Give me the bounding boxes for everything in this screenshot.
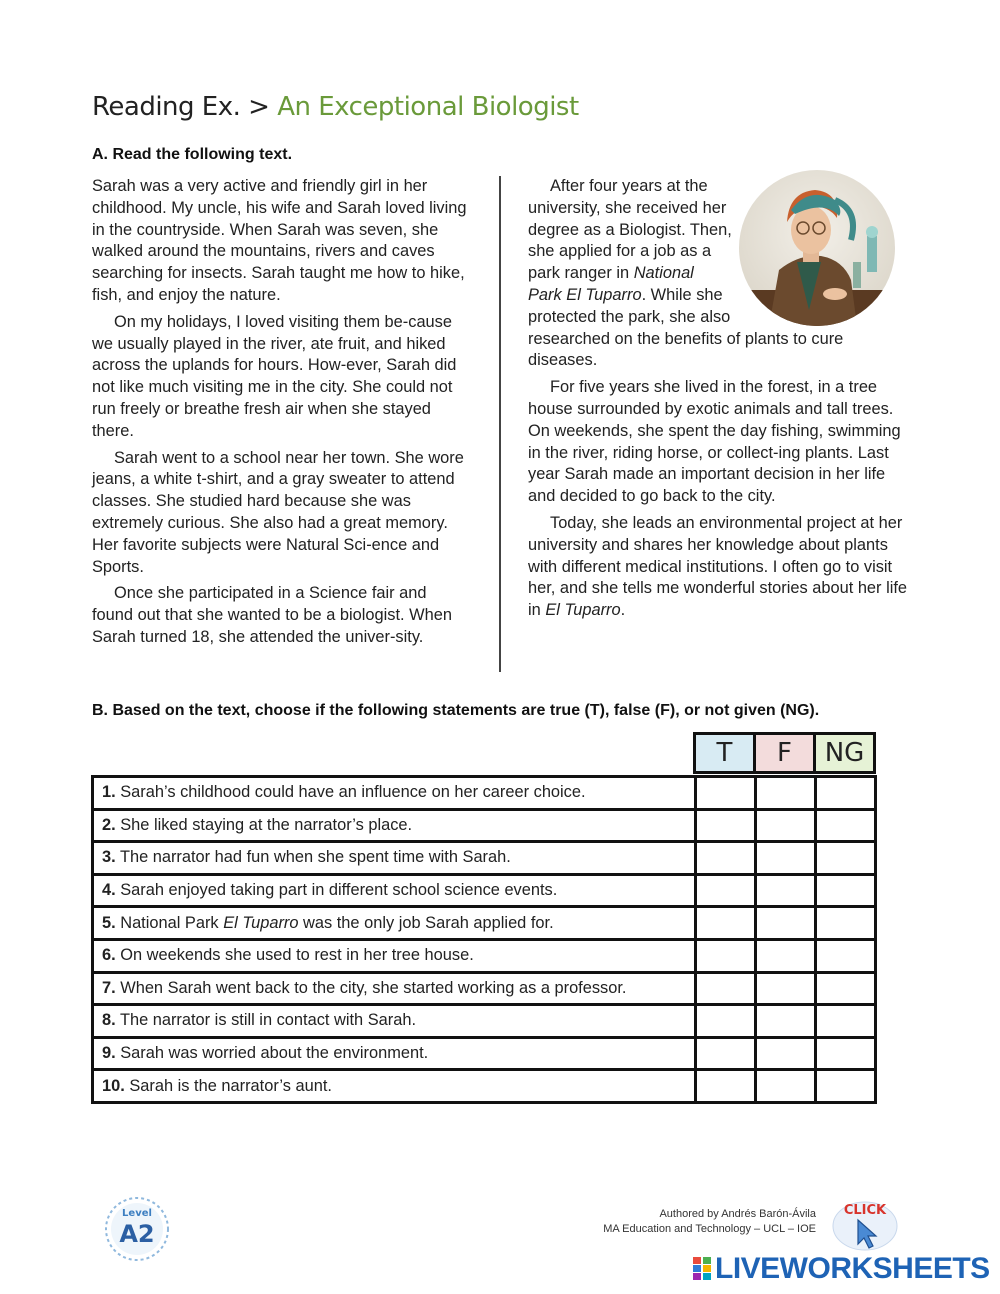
- answer-box-not-given[interactable]: [816, 939, 876, 972]
- answer-box-false[interactable]: [756, 874, 816, 907]
- answer-box-true[interactable]: [696, 1005, 756, 1038]
- title-main: An Exceptional Biologist: [277, 92, 579, 122]
- statement-cell: [93, 809, 696, 842]
- statement-text: was the only job Sarah applied for.: [298, 913, 554, 932]
- answer-box-false[interactable]: [756, 972, 816, 1005]
- answer-box-false[interactable]: [756, 1037, 816, 1070]
- answer-box-false[interactable]: [756, 1005, 816, 1038]
- section-a-instruction: A. Read the following text.: [92, 146, 293, 163]
- reading-paragraph: Sarah was a very active and friendly girl in her childhood. My uncle, his wife and Sarah loved living in the countryside. When Sarah was seven, she walked around the mountains, rivers and caves searching for insects. Sarah taught me how to hike, fish, and enjoy the nature.: [92, 177, 467, 304]
- answer-box-true[interactable]: [696, 777, 756, 810]
- park-name: El Tuparro: [223, 913, 299, 932]
- statement-number: 4.: [102, 881, 116, 900]
- statement-cell: [93, 1070, 696, 1103]
- column-header-false: F: [753, 732, 816, 774]
- statement-text: Sarah was worried about the environment.: [120, 1044, 429, 1063]
- statement-cell: [93, 1037, 696, 1070]
- table-row: [93, 809, 876, 842]
- statement-text: When Sarah went back to the city, she started working as a professor.: [120, 978, 627, 997]
- brand-name: LIVEWORKSHEETS: [715, 1252, 990, 1285]
- title-prefix: Reading Ex. >: [92, 92, 278, 122]
- statements-table: [91, 775, 877, 1104]
- click-logo-icon: [828, 1196, 902, 1252]
- p-text: After four years at the university, she received her degree as a Biologist. Then, she applied for a job as a park ranger in: [528, 177, 732, 283]
- statement-text: Sarah enjoyed taking part in different school science events.: [120, 881, 558, 900]
- answer-box-false[interactable]: [756, 842, 816, 875]
- reading-paragraph: For five years she lived in the forest, in a tree house surrounded by exotic animals and tall trees. On weekends, she spent the day fishing, swimming in the river, riding horse, or collect-ing plants. Last year Sarah made an important decision in her life and decided to go back to the city.: [528, 378, 901, 506]
- p-text: . While she protected the park, she also researched on the benefits of plants to cure diseases.: [528, 285, 844, 370]
- statement-cell: [93, 972, 696, 1005]
- statement-text: On weekends she used to rest in her tree house.: [120, 946, 474, 965]
- table-row: [93, 1037, 876, 1070]
- table-row: [93, 1005, 876, 1038]
- statement-number: 2.: [102, 815, 116, 834]
- statement-number: 6.: [102, 946, 116, 965]
- statement-cell: [93, 939, 696, 972]
- statement-cell: [93, 1005, 696, 1038]
- table-row: [93, 874, 876, 907]
- park-name: National Park El Tuparro: [528, 264, 694, 304]
- column-header-true: T: [693, 732, 756, 774]
- statement-number: 1.: [102, 783, 116, 802]
- column-header-not-given: NG: [813, 732, 876, 774]
- table-row: [93, 1070, 876, 1103]
- answer-box-true[interactable]: [696, 1070, 756, 1103]
- statement-number: 3.: [102, 848, 116, 867]
- reading-left-column: [92, 176, 472, 654]
- answer-box-true[interactable]: [696, 809, 756, 842]
- p-text: Today, she leads an environmental project at her university and shares her knowledge about plants with different medical institutions. I often go to visit her, and she tells me wonderful stories about her life in: [528, 513, 908, 620]
- answer-box-true[interactable]: [696, 972, 756, 1005]
- statement-number: 5.: [102, 913, 116, 932]
- answer-box-true[interactable]: [696, 907, 756, 940]
- answer-box-true[interactable]: [696, 842, 756, 875]
- reading-paragraph: On my holidays, I loved visiting them be-cause we usually played in the river, ate fruit, and hiked across the uplands for hours. How-ever, Sarah did not like much visiting me in the city. She could not run freely or breathe fresh air when she stayed there.: [92, 312, 457, 440]
- table-row: [93, 907, 876, 940]
- answer-box-not-given[interactable]: [816, 907, 876, 940]
- answer-box-true[interactable]: [696, 939, 756, 972]
- answer-box-not-given[interactable]: [816, 777, 876, 810]
- statement-text: Sarah is the narrator’s aunt.: [129, 1076, 332, 1095]
- level-value: A2: [119, 1220, 155, 1248]
- answer-box-not-given[interactable]: [816, 1005, 876, 1038]
- statement-cell: [93, 842, 696, 875]
- answer-box-false[interactable]: [756, 907, 816, 940]
- table-row: [93, 939, 876, 972]
- statement-number: 8.: [102, 1011, 116, 1030]
- level-word: Level: [122, 1208, 152, 1219]
- statement-cell: [93, 874, 696, 907]
- answer-box-true[interactable]: [696, 874, 756, 907]
- statement-text: The narrator is still in contact with Sarah.: [119, 1011, 417, 1030]
- p-text: .: [620, 601, 626, 620]
- place-name: El Tuparro: [545, 601, 621, 620]
- answer-box-false[interactable]: [756, 1070, 816, 1103]
- table-row: [93, 777, 876, 810]
- reading-paragraph: [528, 513, 910, 622]
- click-word: CLICK: [843, 1203, 887, 1218]
- liveworksheets-logo: [693, 1254, 990, 1284]
- liveworksheets-blocks-icon: [693, 1257, 711, 1281]
- answer-box-not-given[interactable]: [816, 842, 876, 875]
- answer-box-not-given[interactable]: [816, 874, 876, 907]
- reading-paragraph: Sarah went to a school near her town. She wore jeans, a white t-shirt, and a gray sweater to attend classes. She studied hard because she was extremely curious. She also had a great memory. Her favorite subjects were Natural Sci-ence and Sports.: [92, 448, 464, 576]
- statement-text: She liked staying at the narrator’s place.: [120, 815, 413, 834]
- answer-box-not-given[interactable]: [816, 809, 876, 842]
- answer-box-not-given[interactable]: [816, 1037, 876, 1070]
- section-b-instruction: B. Based on the text, choose if the following statements are true (T), false (F), or not given (NG).: [92, 702, 820, 719]
- statement-text: National Park: [120, 913, 224, 932]
- answer-box-false[interactable]: [756, 939, 816, 972]
- answer-box-not-given[interactable]: [816, 972, 876, 1005]
- statement-cell: [93, 907, 696, 940]
- statement-text: The narrator had fun when she spent time with Sarah.: [119, 848, 511, 867]
- table-row: [93, 972, 876, 1005]
- statement-cell: [93, 777, 696, 810]
- statement-number: 9.: [102, 1044, 116, 1063]
- biologist-portrait-image: [739, 170, 895, 326]
- reading-paragraph: Once she participated in a Science fair and found out that she wanted to be a biologist. When Sarah turned 18, she attended the univer-sity.: [92, 584, 452, 646]
- column-divider: [499, 176, 501, 672]
- statement-text: Sarah’s childhood could have an influence on her career choice.: [120, 783, 586, 802]
- table-row: [93, 842, 876, 875]
- answer-box-false[interactable]: [756, 809, 816, 842]
- answer-box-not-given[interactable]: [816, 1070, 876, 1103]
- answer-box-false[interactable]: [756, 777, 816, 810]
- author-affiliation: MA Education and Technology – UCL – IOE: [603, 1223, 816, 1235]
- author-credit: [603, 1207, 816, 1237]
- page-title: [92, 92, 579, 122]
- statement-number: 10.: [102, 1076, 125, 1095]
- author-name: Authored by Andrés Barón-Ávila: [659, 1208, 816, 1220]
- answer-box-true[interactable]: [696, 1037, 756, 1070]
- statement-number: 7.: [102, 978, 116, 997]
- level-badge-icon: [104, 1196, 170, 1262]
